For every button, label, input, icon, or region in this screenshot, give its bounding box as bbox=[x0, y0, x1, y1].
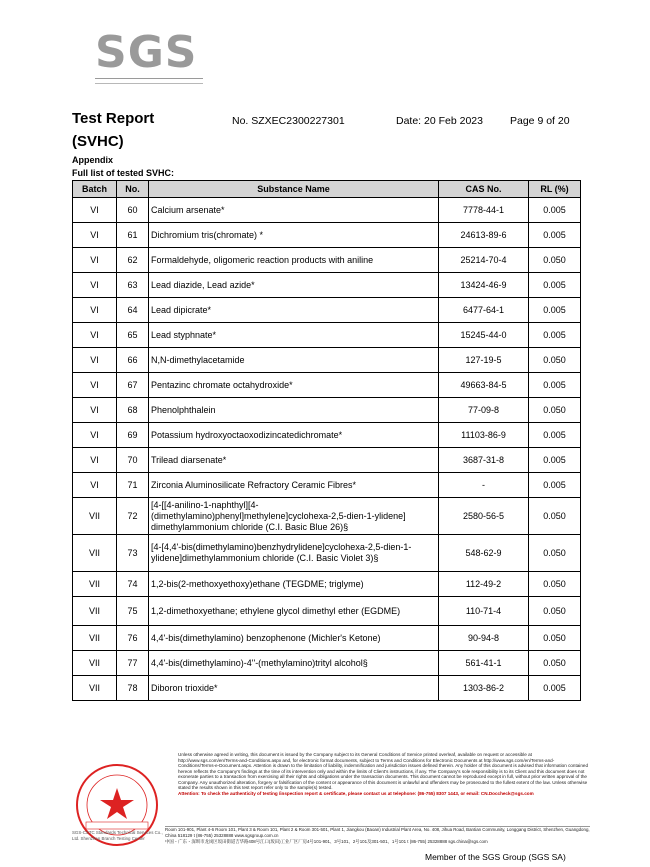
cas-number-cell: 127-19-5 bbox=[439, 348, 529, 373]
batch-cell: VII bbox=[73, 597, 117, 626]
reporting-limit-cell: 0.050 bbox=[529, 572, 581, 597]
batch-cell: VI bbox=[73, 198, 117, 223]
logo-underline bbox=[95, 78, 203, 79]
batch-cell: VI bbox=[73, 348, 117, 373]
substance-name-cell: Phenolphthalein bbox=[149, 398, 439, 423]
table-row bbox=[73, 626, 581, 651]
reporting-limit-cell: 0.005 bbox=[529, 676, 581, 701]
substance-name-cell: Formaldehyde, oligomeric reaction products with aniline bbox=[149, 248, 439, 273]
table-body bbox=[73, 198, 581, 701]
reporting-limit-cell: 0.050 bbox=[529, 248, 581, 273]
report-subtitle: (SVHC) bbox=[72, 133, 124, 150]
batch-cell: VII bbox=[73, 626, 117, 651]
substance-name-cell: Trilead diarsenate* bbox=[149, 448, 439, 473]
batch-cell: VI bbox=[73, 473, 117, 498]
report-date: Date: 20 Feb 2023 bbox=[396, 115, 483, 127]
batch-cell: VI bbox=[73, 323, 117, 348]
reporting-limit-cell: 0.005 bbox=[529, 298, 581, 323]
batch-cell: VII bbox=[73, 651, 117, 676]
disclaimer-text: Unless otherwise agreed in writing, this document is issued by the Company subject to its General Conditions of Service printed overleaf, available on request or accessible at http://www.sgs.com/en/Terms-and-Conditions.aspx and, for electronic format documents, subject to Terms and Conditions for Electronic Documents at http://www.sgs.com/en/Terms-and-Conditions/Terms-e-Document.aspx. Attention is drawn to the limitation of liability, indemnification and jurisdiction issues defined therein. Any holder of this document is advised that information contained hereon reflects the Company's findings at the time of its intervention only and within the limits of Client's instructions, if any. The Company's sole responsibility is to its Client and this document does not exonerate parties to a transaction from exercising all their rights and obligations under the transaction documents. This document cannot be reproduced except in full, without prior written approval of the Company. Any unauthorized alteration, forgery or falsification of the content or appearance of this document is unlawful and offenders may be prosecuted to the fullest extent of the law. Unless otherwise stated the results shown in this test report refer only to the sample(s) tested. bbox=[178, 752, 588, 790]
col-no: No. bbox=[117, 181, 149, 198]
table-row bbox=[73, 597, 581, 626]
number-cell: 76 bbox=[117, 626, 149, 651]
cas-number-cell: 561-41-1 bbox=[439, 651, 529, 676]
cas-number-cell: 15245-44-0 bbox=[439, 323, 529, 348]
cas-number-cell: 2580-56-5 bbox=[439, 498, 529, 535]
appendix-label: Appendix bbox=[72, 155, 114, 165]
table-row bbox=[73, 398, 581, 423]
number-cell: 63 bbox=[117, 273, 149, 298]
table-row bbox=[73, 273, 581, 298]
table-row bbox=[73, 423, 581, 448]
sgs-logo-text: SGS bbox=[95, 27, 198, 78]
number-cell: 68 bbox=[117, 398, 149, 423]
table-row bbox=[73, 298, 581, 323]
batch-cell: VII bbox=[73, 676, 117, 701]
substance-name-cell: 1,2-dimethoxyethane; ethylene glycol dimethyl ether (EGDME) bbox=[149, 597, 439, 626]
cas-number-cell: 11103-86-9 bbox=[439, 423, 529, 448]
table-row bbox=[73, 198, 581, 223]
substance-name-cell: Potassium hydroxyoctaoxodizincatedichromate* bbox=[149, 423, 439, 448]
reporting-limit-cell: 0.050 bbox=[529, 651, 581, 676]
footer-address bbox=[165, 826, 590, 845]
table-row bbox=[73, 473, 581, 498]
reporting-limit-cell: 0.005 bbox=[529, 373, 581, 398]
sgs-logo bbox=[95, 27, 205, 90]
substance-name-cell: Calcium arsenate* bbox=[149, 198, 439, 223]
number-cell: 72 bbox=[117, 498, 149, 535]
substance-name-cell: Diboron trioxide* bbox=[149, 676, 439, 701]
sgs-member-note: Member of the SGS Group (SGS SA) bbox=[425, 852, 566, 862]
cas-number-cell: 49663-84-5 bbox=[439, 373, 529, 398]
number-cell: 75 bbox=[117, 597, 149, 626]
reporting-limit-cell: 0.005 bbox=[529, 273, 581, 298]
report-title: Test Report bbox=[72, 110, 155, 127]
col-rl: RL (%) bbox=[529, 181, 581, 198]
cas-number-cell: 7778-44-1 bbox=[439, 198, 529, 223]
authenticity-notice: Attention: To check the authenticity of testing /inspection report & certificate, please contact us at telephone: (86-755) 8307 1443, or email: CN.Doccheck@sgs.com bbox=[178, 790, 534, 796]
number-cell: 73 bbox=[117, 535, 149, 572]
table-row bbox=[73, 223, 581, 248]
cas-number-cell: 25214-70-4 bbox=[439, 248, 529, 273]
reporting-limit-cell: 0.050 bbox=[529, 348, 581, 373]
substance-name-cell: Lead styphnate* bbox=[149, 323, 439, 348]
cas-number-cell: - bbox=[439, 473, 529, 498]
cas-number-cell: 548-62-9 bbox=[439, 535, 529, 572]
substance-name-cell: N,N-dimethylacetamide bbox=[149, 348, 439, 373]
table-row bbox=[73, 572, 581, 597]
col-substance: Substance Name bbox=[149, 181, 439, 198]
col-batch: Batch bbox=[73, 181, 117, 198]
number-cell: 60 bbox=[117, 198, 149, 223]
number-cell: 64 bbox=[117, 298, 149, 323]
substance-name-cell: 1,2-bis(2-methoxyethoxy)ethane (TEGDME; triglyme) bbox=[149, 572, 439, 597]
reporting-limit-cell: 0.005 bbox=[529, 198, 581, 223]
batch-cell: VI bbox=[73, 423, 117, 448]
cas-number-cell: 6477-64-1 bbox=[439, 298, 529, 323]
number-cell: 67 bbox=[117, 373, 149, 398]
batch-cell: VI bbox=[73, 298, 117, 323]
substance-name-cell: Lead diazide, Lead azide* bbox=[149, 273, 439, 298]
batch-cell: VI bbox=[73, 273, 117, 298]
substance-name-cell: 4,4'-bis(dimethylamino)-4''-(methylamino)trityl alcohol§ bbox=[149, 651, 439, 676]
substance-name-cell: Pentazinc chromate octahydroxide* bbox=[149, 373, 439, 398]
address-english: Room 101-901, Plant 4-6 Room 101, Plant 3 & Room 101, Plant 2 & Room 301-501, Plant 1, Jiangkou (Baoan) Industrial Plant Area, No. 408, Jihua Road, Bantian Community, Longgang District, Shenzhen, Guangdong, China 518129 t (86-755) 25328888 www.sgsgroup.com.cn bbox=[165, 827, 590, 838]
reporting-limit-cell: 0.005 bbox=[529, 323, 581, 348]
reporting-limit-cell: 0.050 bbox=[529, 535, 581, 572]
reporting-limit-cell: 0.005 bbox=[529, 223, 581, 248]
number-cell: 65 bbox=[117, 323, 149, 348]
address-chinese: 中国・广东・深圳市龙岗区坂田街道吉华路408号江口(坂田)工业厂区厂房4号101-901、3号101、2号101及301-501、1号101 t (86-755) 25328888 sgs.china@sgs.com bbox=[165, 839, 488, 844]
batch-cell: VI bbox=[73, 223, 117, 248]
substance-name-cell: Lead dipicrate* bbox=[149, 298, 439, 323]
substance-name-cell: [4-[[4-anilino-1-naphthyl][4-(dimethylamino)phenyl]methylene]cyclohexa-2,5-dien-1-ylidene] dimethylammonium chloride (C.I. Basic Blue 26)§ bbox=[149, 498, 439, 535]
substance-name-cell: [4-[4,4'-bis(dimethylamino)benzhydrylidene]cyclohexa-2,5-dien-1-ylidene]dimethylammonium chloride (C.I. Basic Violet 3)§ bbox=[149, 535, 439, 572]
logo-underline-2 bbox=[95, 83, 203, 84]
batch-cell: VII bbox=[73, 498, 117, 535]
table-row bbox=[73, 323, 581, 348]
number-cell: 66 bbox=[117, 348, 149, 373]
batch-cell: VI bbox=[73, 373, 117, 398]
number-cell: 78 bbox=[117, 676, 149, 701]
reporting-limit-cell: 0.005 bbox=[529, 448, 581, 473]
substance-name-cell: Dichromium tris(chromate) * bbox=[149, 223, 439, 248]
cas-number-cell: 1303-86-2 bbox=[439, 676, 529, 701]
number-cell: 77 bbox=[117, 651, 149, 676]
table-row bbox=[73, 373, 581, 398]
batch-cell: VI bbox=[73, 398, 117, 423]
number-cell: 70 bbox=[117, 448, 149, 473]
number-cell: 71 bbox=[117, 473, 149, 498]
table-row bbox=[73, 448, 581, 473]
table-row bbox=[73, 248, 581, 273]
cas-number-cell: 24613-89-6 bbox=[439, 223, 529, 248]
reporting-limit-cell: 0.050 bbox=[529, 498, 581, 535]
reporting-limit-cell: 0.050 bbox=[529, 597, 581, 626]
table-row bbox=[73, 535, 581, 572]
cas-number-cell: 112-49-2 bbox=[439, 572, 529, 597]
table-row bbox=[73, 348, 581, 373]
cas-number-cell: 110-71-4 bbox=[439, 597, 529, 626]
reporting-limit-cell: 0.005 bbox=[529, 473, 581, 498]
company-name-left: SGS-CSTC Standards Technical Services Co., Ltd. Shenzhen Branch Testing Center bbox=[72, 830, 163, 841]
number-cell: 62 bbox=[117, 248, 149, 273]
cas-number-cell: 77-09-8 bbox=[439, 398, 529, 423]
batch-cell: VI bbox=[73, 448, 117, 473]
reporting-limit-cell: 0.050 bbox=[529, 398, 581, 423]
reporting-limit-cell: 0.050 bbox=[529, 626, 581, 651]
footer-disclaimer bbox=[178, 752, 588, 796]
substance-name-cell: 4,4'-bis(dimethylamino) benzophenone (Michler's Ketone) bbox=[149, 626, 439, 651]
report-number: No. SZXEC2300227301 bbox=[232, 115, 345, 127]
col-cas: CAS No. bbox=[439, 181, 529, 198]
batch-cell: VII bbox=[73, 535, 117, 572]
cas-number-cell: 90-94-8 bbox=[439, 626, 529, 651]
number-cell: 61 bbox=[117, 223, 149, 248]
table-row bbox=[73, 676, 581, 701]
cas-number-cell: 13424-46-9 bbox=[439, 273, 529, 298]
batch-cell: VI bbox=[73, 248, 117, 273]
number-cell: 74 bbox=[117, 572, 149, 597]
table-header-row bbox=[73, 181, 581, 198]
cas-number-cell: 3687-31-8 bbox=[439, 448, 529, 473]
svhc-table bbox=[72, 180, 581, 701]
substance-name-cell: Zirconia Aluminosilicate Refractory Ceramic Fibres* bbox=[149, 473, 439, 498]
reporting-limit-cell: 0.005 bbox=[529, 423, 581, 448]
table-row bbox=[73, 498, 581, 535]
number-cell: 69 bbox=[117, 423, 149, 448]
table-title: Full list of tested SVHC: bbox=[72, 168, 175, 178]
page-number: Page 9 of 20 bbox=[510, 115, 570, 127]
batch-cell: VII bbox=[73, 572, 117, 597]
table-row bbox=[73, 651, 581, 676]
